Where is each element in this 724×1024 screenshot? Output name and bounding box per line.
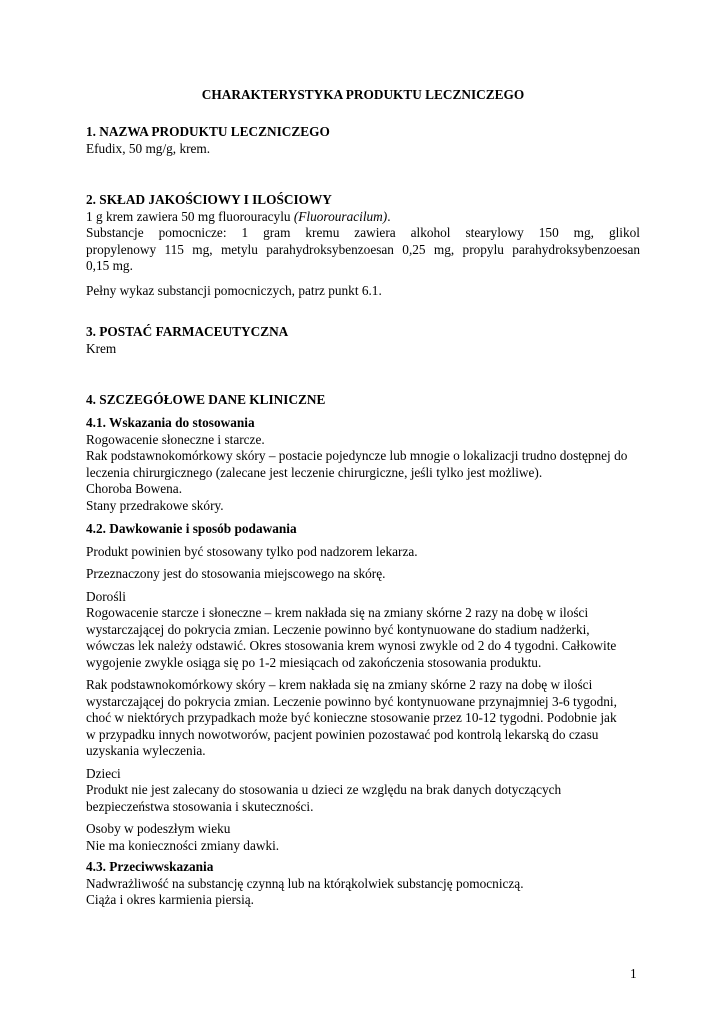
bcc-line-3: choć w niektórych przypadkach może być konieczne stosowanie przez 10-12 tygodni. Podobnie jak [86, 710, 617, 725]
section-4-1-line-2: Rak podstawnokomórkowy skóry – postacie pojedyncze lub mnogie o lokalizacji trudno dostępnej do [86, 448, 628, 463]
section-4-1-heading: 4.1. Wskazania do stosowania [86, 415, 255, 430]
section-4-1-line-5: Stany przedrakowe skóry. [86, 497, 224, 513]
bcc-line-5: uzyskania wyleczenia. [86, 743, 206, 758]
section-4-1-line-4: Choroba Bowena. [86, 481, 183, 496]
adults-line-3: wówczas lek należy odstawić. Okres stosowania krem wynosi zwykle od 2 do 4 tygodni. Całkowite [86, 638, 617, 653]
section-4-2-heading: 4.2. Dawkowanie i sposób podawania [86, 521, 297, 536]
bcc-line-1: Rak podstawnokomórkowy skóry – krem nakłada się na zmiany skórne 2 razy na dobę w ilości [86, 677, 593, 692]
section-2-line-1-suffix: . [387, 208, 391, 224]
section-4-2-paragraph-1: Produkt powinien być stosowany tylko pod nadzorem lekarza. [86, 543, 418, 559]
section-2-line-4: 0,15 mg. [86, 258, 133, 273]
section-2-line-5: Pełny wykaz substancji pomocniczych, patrz punkt 6.1. [86, 282, 382, 298]
adults-line-2: wystarczającej do pokrycia zmian. Leczenie powinno być kontynuowane do stadium nadżerki, [86, 621, 590, 637]
section-4 [86, 392, 640, 409]
document-page [86, 0, 640, 1024]
section-2-heading: 2. SKŁAD JAKOŚCIOWY I ILOŚCIOWY [86, 192, 332, 207]
section-2-line-2: Substancje pomocnicze: 1 gram kremu zawiera alkohol stearylowy 150 mg, glikol [86, 225, 640, 240]
bcc-line-4: w przypadku innych nowotworów, pacjent powinien pozostawać pod kontrolą lekarską do czasu [86, 726, 599, 742]
section-4-3 [86, 859, 640, 909]
children-label: Dzieci [86, 765, 121, 781]
section-1-text: Efudix, 50 mg/g, krem. [86, 140, 211, 156]
section-4-heading: 4. SZCZEGÓŁOWE DANE KLINICZNE [86, 392, 326, 407]
adults-label: Dorośli [86, 588, 126, 604]
section-3-heading: 3. POSTAĆ FARMACEUTYCZNA [86, 324, 289, 339]
children-line-1: Produkt nie jest zalecany do stosowania u dzieci ze względu na brak danych dotyczących [86, 782, 562, 797]
bcc-line-2: wystarczającej do pokrycia zmian. Leczenie powinno być kontynuowane przynajmniej 3-6 tygodni, [86, 693, 617, 709]
elderly-line-1: Nie ma konieczności zmiany dawki. [86, 837, 280, 853]
adults-line-1: Rogowacenie starcze i słoneczne – krem nakłada się na zmiany skórne 2 razy na dobę w ilości [86, 605, 589, 620]
section-2-line-1-italic: (Fluorouracilum) [293, 208, 388, 224]
section-3-text: Krem [86, 340, 117, 356]
section-4-2-paragraph-2: Przeznaczony jest do stosowania miejscowego na skórę. [86, 566, 386, 581]
section-1 [86, 124, 640, 157]
document-title: CHARAKTERYSTYKA PRODUKTU LECZNICZEGO [201, 87, 525, 102]
section-2-line-1-prefix: 1 g krem zawiera 50 mg fluorouracylu [86, 208, 294, 224]
section-3 [86, 324, 640, 357]
section-2-line-1 [86, 209, 640, 226]
section-1-heading: 1. NAZWA PRODUKTU LECZNICZEGO [86, 124, 330, 139]
section-4-3-line-2: Ciąża i okres karmienia piersią. [86, 892, 254, 907]
elderly-label: Osoby w podeszłym wieku [86, 821, 231, 836]
page-number: 1 [630, 966, 637, 981]
section-4-1 [86, 415, 640, 514]
section-4-3-line-1: Nadwrażliwość na substancję czynną lub na którąkolwiek substancję pomocniczą. [86, 875, 524, 891]
section-4-3-heading: 4.3. Przeciwwskazania [86, 859, 214, 874]
section-4-2 [86, 521, 640, 854]
adults-line-4: wygojenie zwykle osiąga się po 1-2 miesiącach od zakończenia stosowania produktu. [86, 654, 542, 670]
section-4-1-line-1: Rogowacenie słoneczne i starcze. [86, 431, 265, 447]
section-2 [86, 192, 640, 299]
children-line-2: bezpieczeństwa stosowania i skuteczności. [86, 798, 314, 814]
section-4-1-line-3: leczenia chirurgicznego (zalecane jest leczenie chirurgiczne, jeśli tylko jest możliwe). [86, 464, 543, 480]
section-2-line-3: propylenowy 115 mg, metylu parahydroksybenzoesan 0,25 mg, propylu parahydroksybenzoesan [86, 241, 640, 257]
